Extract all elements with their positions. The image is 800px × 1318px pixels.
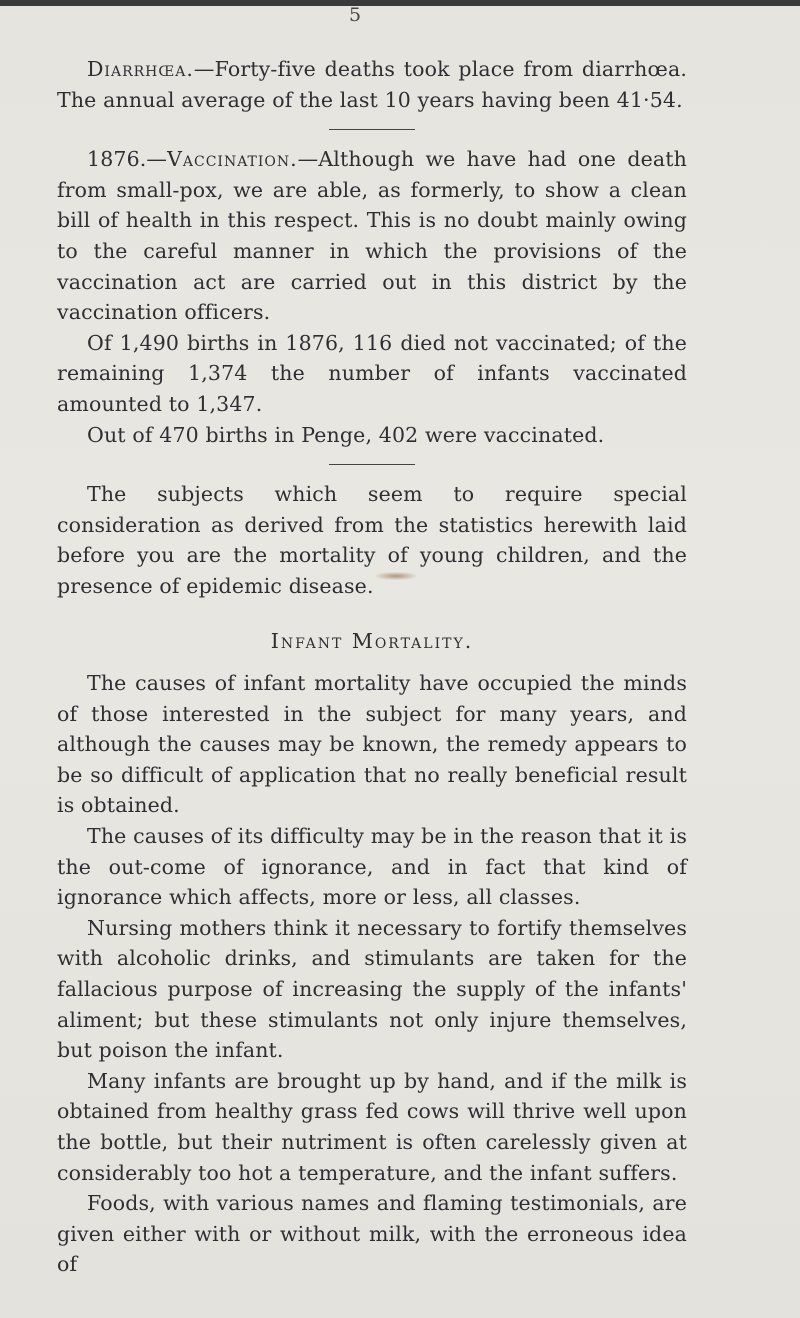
infant-mortality-heading: Infant Mortality. [270, 628, 474, 653]
page-number: 5 [348, 4, 362, 26]
infant-mortality-paragraph-5: Foods, with various names and flaming testimonials, are given either with or without milk, with the erroneous idea of [57, 1191, 687, 1277]
diarrhoea-lead: Diarrhœa. [87, 57, 194, 81]
vaccination-births-paragraph: Of 1,490 births in 1876, 116 died not vaccinated; of the remaining 1,374 the number of infants vaccinated amounted to 1,347. [57, 330, 687, 416]
infant-mortality-paragraph-2: The causes of its difficulty may be in the reason that it is the out-come of ignorance, and in fact that kind of ignorance which affects, more or less, all classes. [57, 824, 687, 910]
vaccination-paragraph [57, 144, 687, 328]
infant-mortality-paragraph-3: Nursing mothers think it necessary to fortify themselves with alcoholic drinks, and stimulants are taken for the fallacious purpose of increasing the supply of the infants' aliment; but these stimulants not only injure themselves, but poison the infant. [57, 915, 687, 1063]
subjects-paragraph: The subjects which seem to require special consideration as derived from the statistics herewith laid before you are the mortality of young children, and the presence of epidemic disease. [57, 482, 687, 598]
vaccination-text: —Although we have had one death from small-pox, we are able, as formerly, to show a clean bill of health in this respect. This is no doubt mainly owing to the careful manner in which the provisions of the vaccination act are carried out in this district by the vaccination officers. [57, 147, 687, 325]
vaccination-lead: Vaccination. [167, 147, 298, 172]
diarrhoea-text: —Forty-five deaths took place from diarrhœa. The annual average of the last 10 years having been 41·54. [57, 57, 687, 112]
vaccination-year: 1876.— [87, 147, 168, 172]
body-text [57, 54, 687, 1280]
diarrhoea-paragraph [57, 54, 687, 115]
penge-paragraph: Out of 470 births in Penge, 402 were vaccinated. [87, 422, 605, 447]
infant-mortality-paragraph-1: The causes of infant mortality have occupied the minds of those interested in the subject for many years, and although the causes may be known, the remedy appears to be so difficult of application that no really beneficial result is obtained. [57, 671, 687, 818]
section-divider [329, 464, 415, 465]
infant-mortality-paragraph-4: Many infants are brought up by hand, and if the milk is obtained from healthy grass fed cows will thrive well upon the bottle, but their nutriment is often carelessly given at considerably too hot a temperature, and the infant suffers. [57, 1068, 687, 1185]
ink-smudge [375, 572, 417, 580]
section-divider [329, 129, 415, 130]
